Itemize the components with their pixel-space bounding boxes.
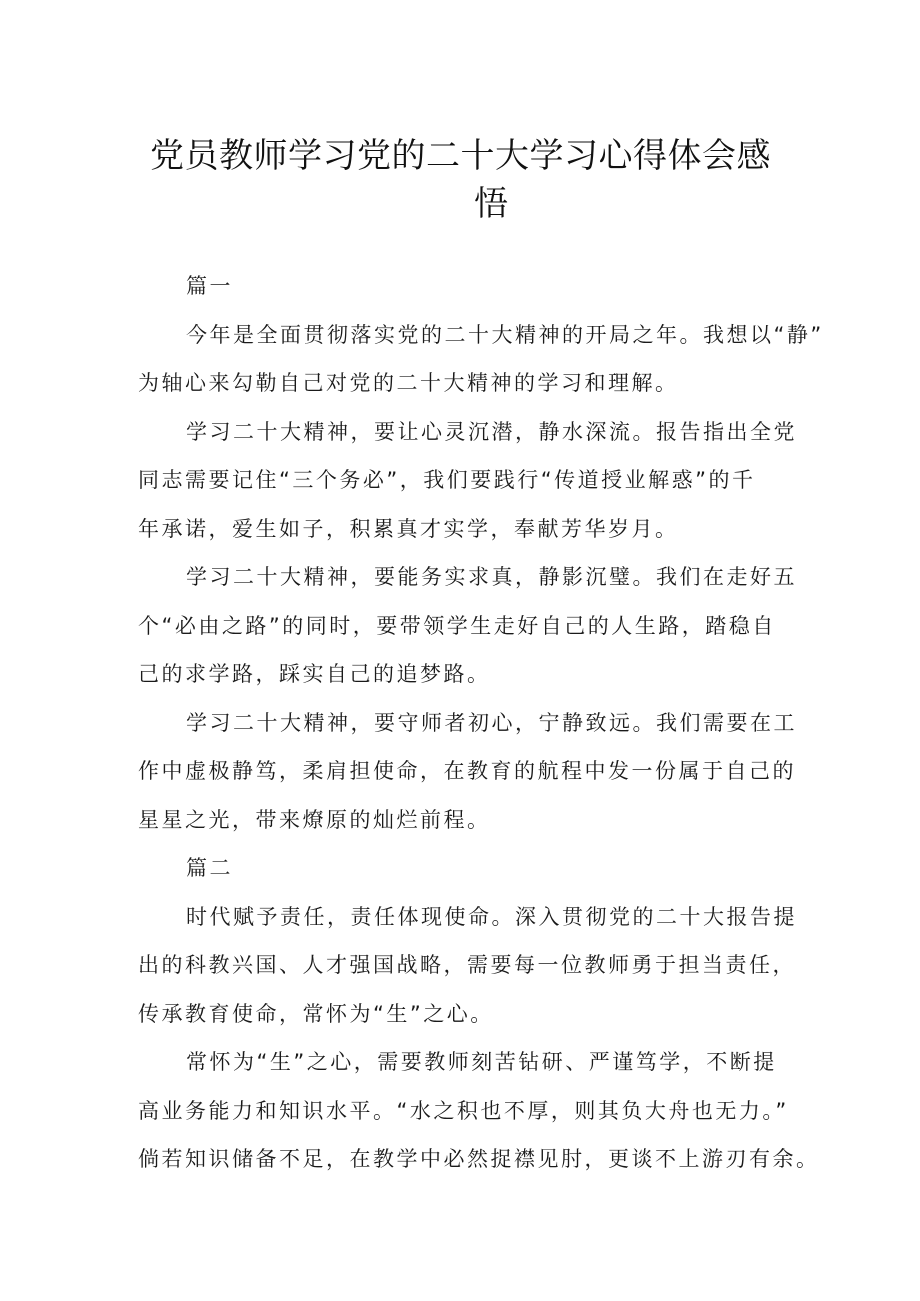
- text-line: 己的求学路，踩实自己的追梦路。: [138, 662, 491, 686]
- title-line-1: 党员教师学习党的二十大学习心得体会感: [150, 136, 771, 176]
- text-line: 传承教育使命，常怀为“生”之心。: [138, 1001, 494, 1026]
- section-heading-2: 篇二: [186, 856, 233, 880]
- text-line: 学习二十大精神，要让心灵沉潜，静水深流。报告指出全党: [186, 419, 797, 444]
- text-line: 学习二十大精神，要能务实求真，静影沉璧。我们在走好五: [186, 565, 797, 589]
- text-line: 星星之光，带来燎原的灿烂前程。: [138, 807, 491, 832]
- text-line: 今年是全面贯彻落实党的二十大精神的开局之年。我想以“静”: [186, 322, 824, 347]
- text-line: 学习二十大精神，要守师者初心，宁静致远。我们需要在工: [186, 710, 797, 735]
- text-line: 倘若知识储备不足，在教学中必然捉襟见肘，更谈不上游刃有余。: [138, 1147, 820, 1171]
- document-body: [138, 262, 824, 1184]
- text-line: 年承诺，爱生如子，积累真才实学，奉献芳华岁月。: [138, 516, 679, 541]
- text-line: 时代赋予责任，责任体现使命。深入贯彻党的二十大报告提: [186, 904, 797, 929]
- text-line: 作中虚极静笃，柔肩担使命，在教育的航程中发一份属于自己的: [138, 759, 796, 783]
- text-line: 出的科教兴国、人才强国战略，需要每一位教师勇于担当责任，: [138, 953, 796, 977]
- text-line: 个“必由之路”的同时，要带领学生走好自己的人生路，踏稳自: [138, 613, 776, 638]
- text-line: 高业务能力和知识水平。“水之积也不厚，则其负大舟也无力。”: [138, 1098, 789, 1123]
- text-line: 同志需要记住“三个务必”，我们要践行“传道授业解惑”的千: [138, 468, 756, 492]
- text-line: 为轴心来勾勒自己对党的二十大精神的学习和理解。: [138, 371, 679, 395]
- section-heading-1: 篇一: [186, 274, 233, 298]
- title-line-2: 悟: [474, 184, 509, 224]
- document-title: [140, 132, 780, 228]
- text-line: 常怀为“生”之心，需要教师刻苦钻研、严谨笃学，不断提: [186, 1050, 777, 1074]
